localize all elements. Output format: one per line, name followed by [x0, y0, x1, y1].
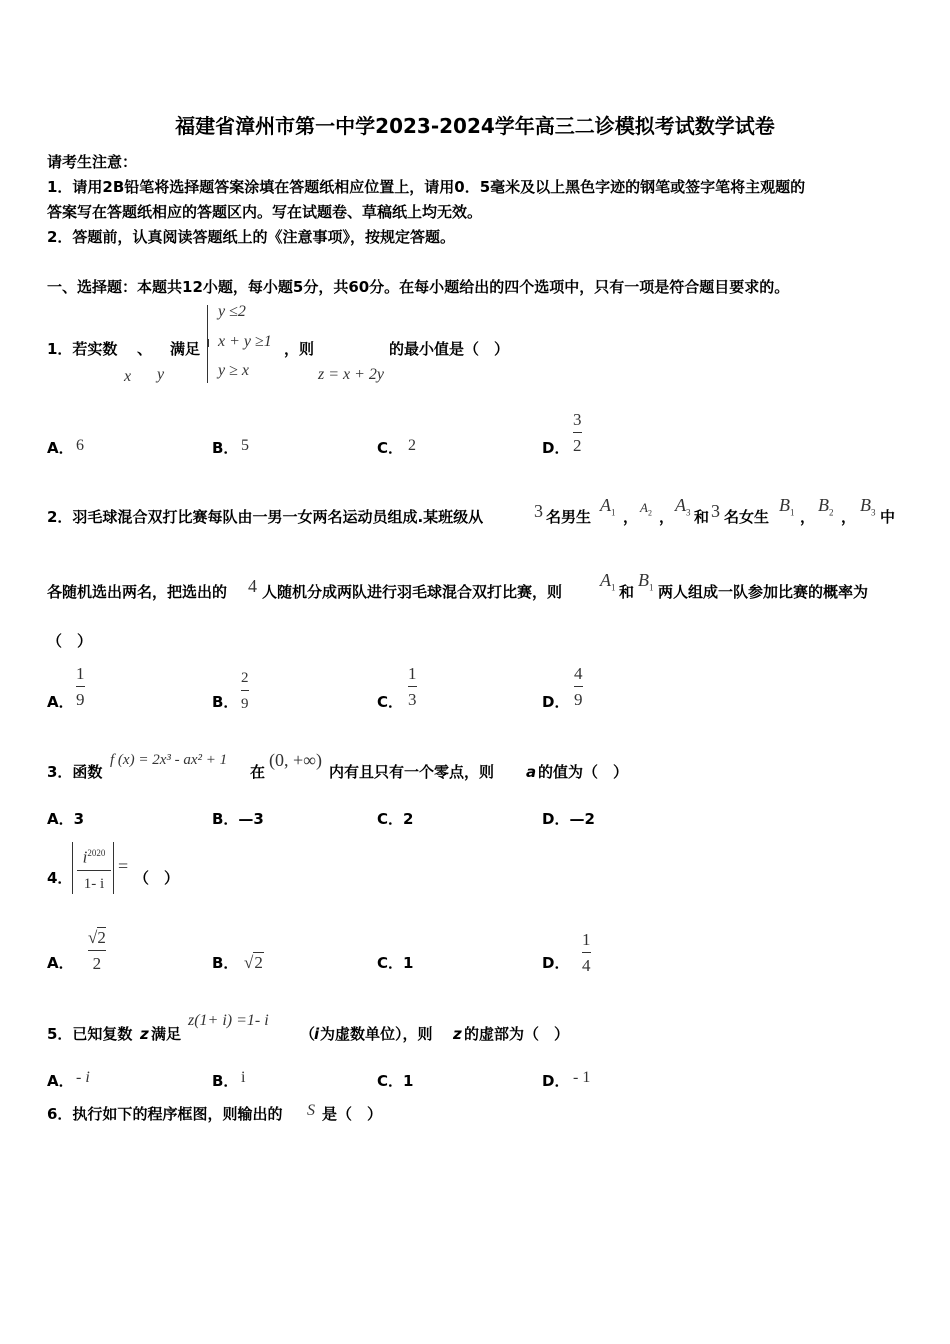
notice-item-1-line-1: 1．请用2B铅笔将选择题答案涂填在答题纸相应位置上，请用0．5毫米及以上黑色字迹的钢笔或签字笔将主观题的 [47, 178, 806, 196]
q1-var-y: y [157, 366, 165, 383]
q4-option-a-label: A． [47, 954, 74, 972]
q5-text-3: （ [300, 1025, 316, 1043]
q5-option-c: C．1 [377, 1072, 414, 1090]
q2-line1-text-2: 名男生 [546, 508, 592, 526]
q2-line2-text-2: 人随机分成两队进行羽毛球混合双打比赛，则 [262, 583, 563, 601]
q4-option-a-fraction: √2 2 [88, 928, 106, 973]
q1-option-d-denominator: 2 [573, 436, 582, 455]
q4-fraction: $i^{2020}$ 1- i [77, 843, 111, 894]
q2-option-c-fraction: 1 3 [408, 664, 417, 709]
q4-option-b-label: B． [212, 954, 239, 972]
q2-line1-and: 和 [694, 508, 710, 526]
q3-interval: (0, +∞) [269, 750, 322, 770]
q1-option-a-value: 6 [76, 437, 84, 454]
q4-equals: = [118, 856, 129, 876]
q5-option-d-value: - 1 [573, 1069, 591, 1086]
q2-a2: $A_2$ [640, 500, 652, 518]
q4-abs-left [72, 842, 73, 894]
q3-text-1: 3．函数 [47, 763, 103, 781]
q2-a3: $A_3$ [675, 495, 691, 518]
q4-option-d-fraction: 1 4 [582, 930, 591, 975]
q2-option-b-label: B． [212, 693, 239, 711]
q5-text-4: 为虚数单位），则 [320, 1025, 433, 1043]
q2-answer-paren: （ ） [47, 632, 93, 650]
q3-function: f (x) = 2x³ - ax² + 1 [110, 752, 228, 768]
q3-option-c: C．2 [377, 810, 414, 828]
q2-comma-3: ， [800, 508, 816, 526]
q2-line2-text-1: 各随机选出两名，把选出的 [47, 583, 228, 601]
q2-b2: $B_2$ [818, 495, 834, 518]
q5-var-i: i [314, 1025, 320, 1043]
q2-line2-and: 和 [619, 583, 635, 601]
q2-line1-text-1: 2．羽毛球混合双打比赛每队由一男一女两名运动员组成.某班级从 [47, 508, 484, 526]
q3-option-d: D．—2 [542, 810, 595, 828]
q1-option-c-label: C． [377, 439, 404, 457]
q5-option-a-label: A． [47, 1072, 74, 1090]
q1-option-d-label: D． [542, 439, 570, 457]
q5-option-a-value: - i [76, 1069, 90, 1086]
q5-equation: z(1+ i) =1- i [188, 1012, 269, 1029]
q5-option-b-value: i [241, 1069, 246, 1086]
q1-text-1: 1．若实数 [47, 340, 118, 358]
q5-var-z: z [140, 1025, 149, 1043]
q1-text-5: 的最小值是（ ） [389, 340, 510, 358]
q4-abs-right [113, 842, 114, 894]
q4-answer-paren: （ ） [134, 869, 180, 887]
q3-option-a: A．3 [47, 810, 85, 828]
notice-item-2: 2．答题前，认真阅读答题纸上的《注意事项》，按规定答题。 [47, 228, 455, 246]
q5-text-2: 满足 [151, 1025, 182, 1043]
q1-option-b-value: 5 [241, 437, 249, 454]
q1-objective: z = x + 2y [318, 366, 385, 383]
q2-line2-b1: $B_1$ [638, 570, 654, 593]
q3-text-3: 内有且只有一个零点，则 [329, 763, 495, 781]
q1-var-x: x [124, 368, 132, 385]
q2-line1-text-4: 中 [880, 508, 896, 526]
q6-text-1: 6．执行如下的程序框图，则输出的 [47, 1105, 283, 1123]
q2-comma-2: ， [659, 508, 675, 526]
q2-a1: $A_1$ [600, 495, 616, 518]
q2-comma-4: ， [841, 508, 857, 526]
q4-option-d-label: D． [542, 954, 570, 972]
q1-constraint-1: y ≤2 [218, 303, 246, 320]
q1-system-brace [207, 305, 213, 383]
q2-option-a-label: A． [47, 693, 74, 711]
q5-option-b-label: B． [212, 1072, 239, 1090]
q1-option-d-numerator: 3 [573, 410, 582, 429]
q2-b1: $B_1$ [779, 495, 795, 518]
page-title: 福建省漳州市第一中学2023-2024学年高三二诊模拟考试数学试卷 [175, 114, 775, 138]
q2-option-a-fraction: 1 9 [76, 664, 85, 709]
q3-text-4: 的值为（ ） [538, 763, 629, 781]
q4-option-c: C．1 [377, 954, 414, 972]
q2-option-d-label: D． [542, 693, 570, 711]
q2-b3: $B_3$ [860, 495, 876, 518]
q2-line2-text-3: 两人组成一队参加比赛的概率为 [658, 583, 869, 601]
q2-option-d-fraction: 4 9 [574, 664, 583, 709]
q5-text-5: 的虚部为（ ） [464, 1025, 570, 1043]
q5-var-z-2: z [453, 1025, 462, 1043]
section-heading-choice: 一、选择题：本题共12小题，每小题5分，共60分。在每小题给出的四个选项中，只有一项是符合题目要求的。 [47, 278, 790, 296]
q2-count-boys: 3 [534, 501, 543, 521]
q1-option-c-value: 2 [408, 437, 416, 454]
q5-option-d-label: D． [542, 1072, 570, 1090]
q1-constraint-3: y ≥ x [218, 362, 249, 379]
q1-text-3: 满足 [170, 340, 201, 358]
q1-option-a-label: A． [47, 439, 74, 457]
q5-text-1: 5．已知复数 [47, 1025, 133, 1043]
q1-option-b-label: B． [212, 439, 239, 457]
q2-line2-a1: $A_1$ [600, 570, 616, 593]
q1-constraint-2: x + y ≥1 [218, 333, 272, 350]
q1-text-2: 、 [137, 340, 153, 358]
q3-var-a: a [526, 763, 537, 781]
q2-option-b-fraction: 2 9 [241, 670, 249, 712]
notice-heading: 请考生注意： [47, 153, 138, 171]
q1-text-4: ，则 [284, 340, 315, 358]
notice-item-1-line-2: 答案写在答题纸相应的答题区内。写在试题卷、草稿纸上均无效。 [47, 203, 483, 221]
q1-option-d-fraction [573, 410, 582, 456]
q3-text-2: 在 [250, 763, 266, 781]
q2-comma-1: ， [623, 508, 639, 526]
q3-option-b: B．—3 [212, 810, 264, 828]
q2-option-c-label: C． [377, 693, 404, 711]
q2-count-girls: 3 [711, 501, 720, 521]
q2-count-four: 4 [248, 576, 257, 596]
q6-text-2: 是（ ） [322, 1105, 383, 1123]
q2-line1-text-3: 名女生 [724, 508, 770, 526]
q4-number: 4． [47, 869, 73, 887]
q4-option-b-sqrt: √2 [244, 953, 263, 972]
q6-var-s: S [307, 1102, 315, 1119]
